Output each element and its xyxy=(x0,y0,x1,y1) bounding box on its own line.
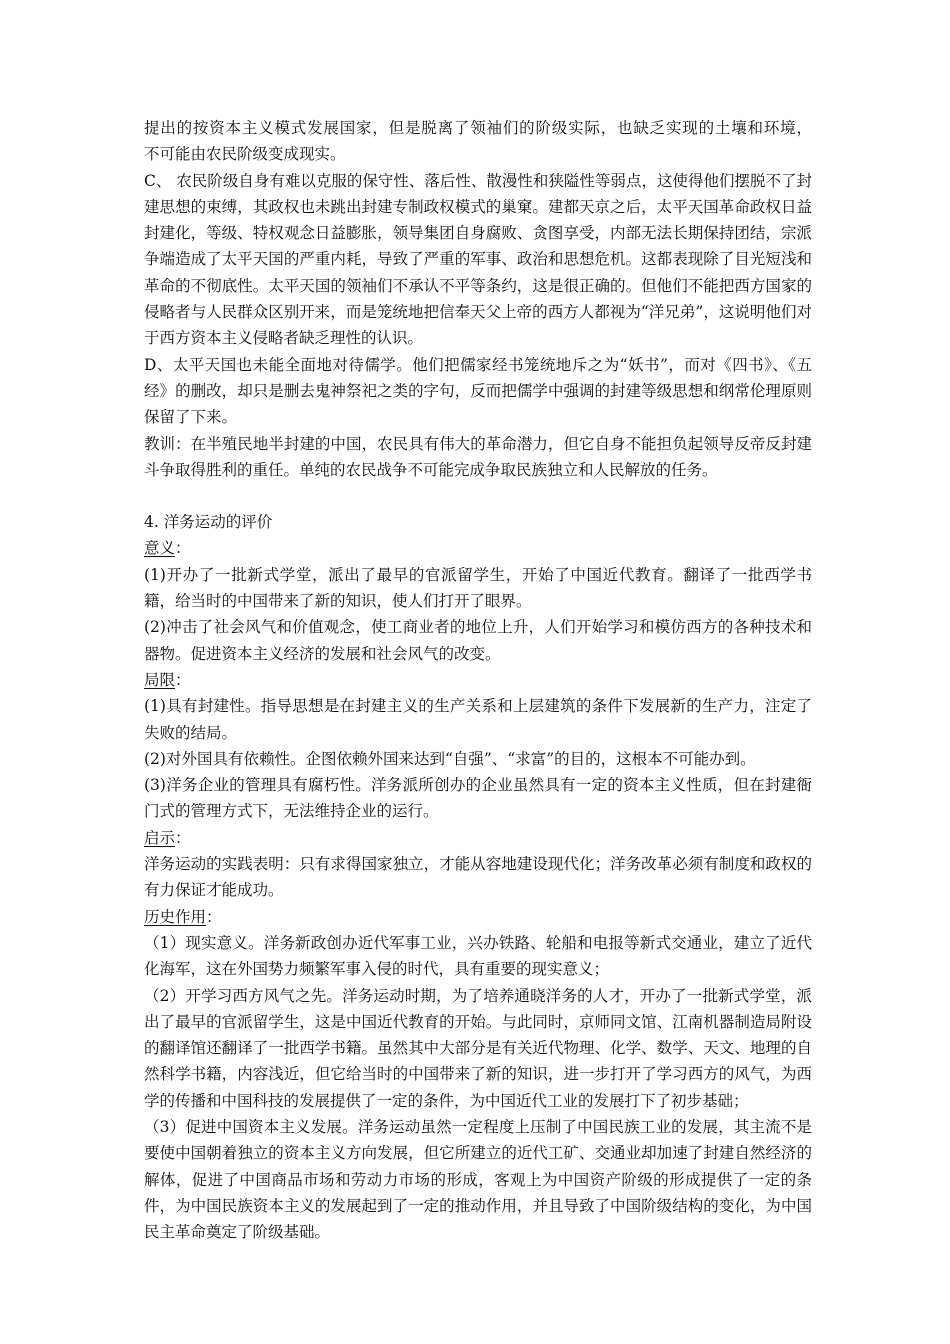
paragraph-lesson: 教训：在半殖民地半封建的中国，农民具有伟大的革命潜力，但它自身不能担负起领导反帝反封建斗争取得胜利的重任。单纯的农民战争不可能完成争取民族独立和人民解放的任务。 xyxy=(144,434,812,479)
document-body xyxy=(144,115,812,1245)
limits-item-2: (2)对外国具有依赖性。企图依赖外国来达到“自强”、“求富”的目的，这根本不可能办到。 xyxy=(144,749,756,768)
section-4-title: 4. 洋务运动的评价 xyxy=(144,513,273,532)
limits-heading-text: 局限 xyxy=(144,670,176,689)
significance-item-2: (2)冲击了社会风气和价值观念，使工商业者的地位上升，人们开始学习和模仿西方的各种技术和器物。促进资本主义经济的发展和社会风气的改变。 xyxy=(144,618,812,663)
limits-heading xyxy=(144,667,812,693)
role-heading xyxy=(144,904,812,930)
limits-item-1: (1)具有封建性。指导思想是在封建主义的生产关系和上层建筑的条件下发展新的生产力，注定了失败的结局。 xyxy=(144,697,812,742)
blank-line xyxy=(144,483,812,509)
role-item-2: （2）开学习西方风气之先。洋务运动时期，为了培养通晓洋务的人才，开办了一批新式学堂，派出了最早的官派留学生，这是中国近代教育的开始。与此同时，京师同文馆、江南机器制造局附设的翻译馆还翻译了一批西学书籍。虽然其中大部分是有关近代物理、化学、数学、天文、地理的自然科学书籍，内容浅近，但它给当时的中国带来了新的知识，进一步打开了学习西方的风气，为西学的传播和中国科技的发展提供了一定的条件，为中国近代工业的发展打下了初步基础； xyxy=(144,986,812,1110)
intro-line-2: 不可能由农民阶级变成现实。 xyxy=(144,145,346,164)
role-item-3: （3）促进中国资本主义发展。洋务运动虽然一定程度上压制了中国民族工业的发展，其主流不是要使中国朝着独立的资本主义方向发展，但它所建立的近代工矿、交通业却加速了封建自然经济的解体，促进了中国商品市场和劳动力市场的形成，客观上为中国资产阶级的形成提供了一定的条件，为中国民族资本主义的发展起到了一定的推动作用，并且导致了中国阶级结构的变化，为中国民主革命奠定了阶级基础。 xyxy=(144,1117,812,1242)
inspiration-heading-colon: ： xyxy=(175,828,191,847)
role-item-1: （1）现实意义。洋务新政创办近代军事工业，兴办铁路、轮船和电报等新式交通业，建立了近代化海军，这在外国势力频繁军事入侵的时代，具有重要的现实意义； xyxy=(144,933,812,979)
significance-heading xyxy=(144,535,812,561)
inspiration-text: 洋务运动的实践表明：只有求得国家独立，才能从容地建设现代化；洋务改革必须有制度和政权的有力保证才能成功。 xyxy=(144,855,812,900)
significance-heading-text: 意义 xyxy=(144,539,176,558)
paragraph-d: D、太平天国也未能全面地对待儒学。他们把儒家经书笼统地斥之为“妖书”，而对《四书》、《五经》的删改，却只是删去鬼神祭祀之类的字句，反而把儒学中强调的封建等级思想和纲常伦理原则保留了下来。 xyxy=(144,355,812,427)
role-heading-colon: ： xyxy=(206,907,222,926)
limits-heading-colon: ： xyxy=(175,670,191,689)
significance-item-1: (1)开办了一批新式学堂，派出了最早的官派留学生，开始了中国近代教育。翻译了一批西学书籍，给当时的中国带来了新的知识，使人们打开了眼界。 xyxy=(144,565,812,611)
paragraph-c: C、 农民阶级自身有难以克服的保守性、落后性、散漫性和狭隘性等弱点，这使得他们摆脱不了封建思想的束缚，其政权也未跳出封建专制政权模式的巢窠。建都天京之后，太平天国革命政权日益封建化，等级、特权观念日益膨胀，领导集团自身腐败、贪图享受，内部无法长期保持团结，宗派争端造成了太平天国的严重内耗，导致了严重的军事、政治和思想危机。这都表现除了目光短浅和革命的不彻底性。太平天国的领袖们不承认不平等条约，这是很正确的。但他们不能把西方国家的侵略者与人民群众区别开来，而是笼统地把信奉天父上帝的西方人都视为“洋兄弟”，这说明他们对于西方资本主义侵略者缺乏理性的认识。 xyxy=(144,171,812,348)
significance-heading-colon: ： xyxy=(175,539,191,558)
role-heading-text: 历史作用 xyxy=(144,907,207,926)
inspiration-heading xyxy=(144,825,812,851)
intro-line-1: 提出的按资本主义模式发展国家，但是脱离了领袖们的阶级实际，也缺乏实现的土壤和环境， xyxy=(144,119,812,137)
inspiration-heading-text: 启示 xyxy=(144,828,176,847)
limits-item-3: (3)洋务企业的管理具有腐朽性。洋务派所创办的企业虽然具有一定的资本主义性质，但在封建衙门式的管理方式下，无法维持企业的运行。 xyxy=(144,776,812,821)
